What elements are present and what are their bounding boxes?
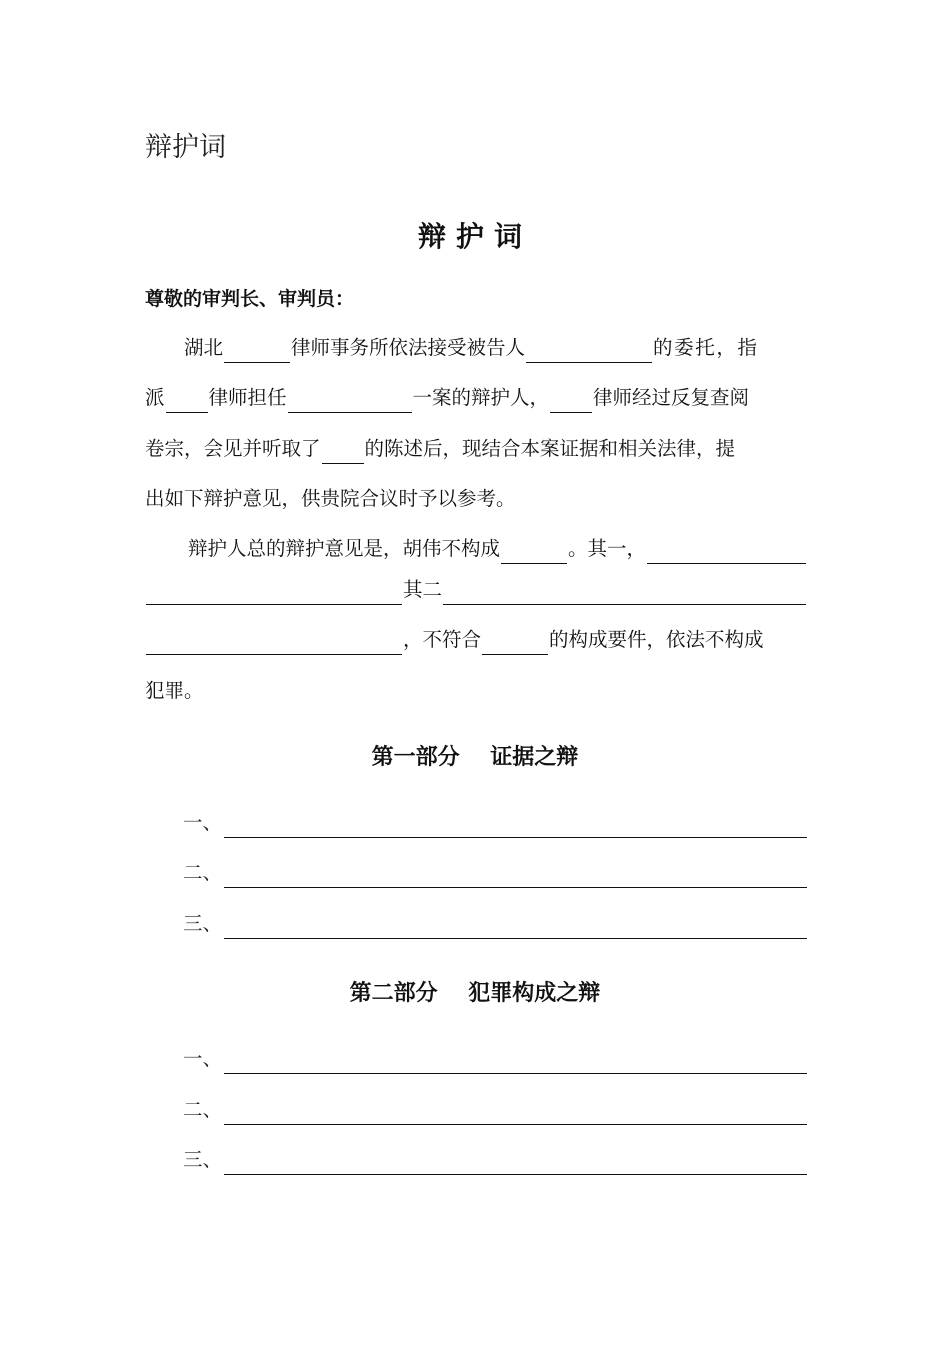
text-segment: 卷宗，会见并听取了 xyxy=(145,437,321,460)
blank-field-reason-1[interactable] xyxy=(647,539,806,564)
part2-item xyxy=(183,1145,807,1175)
text-segment: 一案的辩护人， xyxy=(412,386,550,409)
item-number: 二、 xyxy=(183,861,223,884)
blank-field-lawyer[interactable] xyxy=(166,388,208,413)
part1-item xyxy=(183,808,807,838)
text-segment: 辩护人总的辩护意见是，胡伟不构成 xyxy=(188,537,501,560)
text-segment: 的委托，指 xyxy=(653,336,759,359)
paragraph1-line1 xyxy=(145,333,807,363)
paragraph2-line4 xyxy=(145,676,807,706)
item-number: 二、 xyxy=(183,1098,223,1121)
blank-field-party[interactable] xyxy=(322,439,364,464)
blank-field-reason-1-cont[interactable] xyxy=(146,580,402,605)
blank-field-defendant[interactable] xyxy=(526,338,652,363)
text-segment: 湖北 xyxy=(184,336,224,359)
blank-field-lawyer-2[interactable] xyxy=(550,388,592,413)
blank-line[interactable] xyxy=(224,1051,807,1074)
part1-item xyxy=(183,909,807,939)
item-number: 三、 xyxy=(183,912,223,935)
text-segment: 派 xyxy=(145,386,165,409)
blank-line[interactable] xyxy=(224,815,807,838)
paragraph2-line3 xyxy=(145,625,807,655)
blank-field-reason-2-cont[interactable] xyxy=(146,630,402,655)
text-segment: 律师担任 xyxy=(208,386,287,409)
blank-line[interactable] xyxy=(224,1152,807,1175)
text-segment: 犯罪。 xyxy=(145,679,204,702)
blank-line[interactable] xyxy=(224,1102,807,1125)
blank-line[interactable] xyxy=(224,865,807,888)
text-segment: 。其一， xyxy=(568,537,647,560)
paragraph1-line2 xyxy=(145,383,807,413)
item-number: 三、 xyxy=(183,1148,223,1171)
salutation: 尊敬的审判长、审判员： xyxy=(145,288,355,310)
paragraph2-line2 xyxy=(145,575,807,605)
text-segment: ，不符合 xyxy=(403,628,482,651)
blank-line[interactable] xyxy=(224,916,807,939)
paragraph1-line3 xyxy=(145,434,807,464)
part2-title: 第二部分 犯罪构成之辩 xyxy=(349,980,601,1006)
blank-field-charge[interactable] xyxy=(501,539,567,564)
blank-field-law-firm[interactable] xyxy=(224,338,290,363)
text-segment: 律师经过反复查阅 xyxy=(593,386,750,409)
document-title: 辩护词 xyxy=(417,220,532,253)
text-segment: 出如下辩护意见，供贵院合议时予以参考。 xyxy=(145,487,516,510)
text-segment: 的构成要件，依法不构成 xyxy=(549,628,764,651)
part2-item xyxy=(183,1044,807,1074)
blank-field-reason-2[interactable] xyxy=(443,580,806,605)
text-segment: 律师事务所依法接受被告人 xyxy=(291,336,526,359)
item-number: 一、 xyxy=(183,811,223,834)
blank-field-crime[interactable] xyxy=(482,630,548,655)
part2-item xyxy=(183,1095,807,1125)
document-heading: 辩护词 xyxy=(145,132,226,163)
item-number: 一、 xyxy=(183,1047,223,1070)
paragraph2-line1 xyxy=(145,534,807,564)
blank-field-case[interactable] xyxy=(288,388,412,413)
text-segment: 其二 xyxy=(403,578,443,601)
paragraph1-line4 xyxy=(145,484,807,514)
part1-title: 第一部分 证据之辩 xyxy=(371,744,579,770)
part1-item xyxy=(183,858,807,888)
text-segment: 的陈述后，现结合本案证据和相关法律，提 xyxy=(364,437,736,460)
